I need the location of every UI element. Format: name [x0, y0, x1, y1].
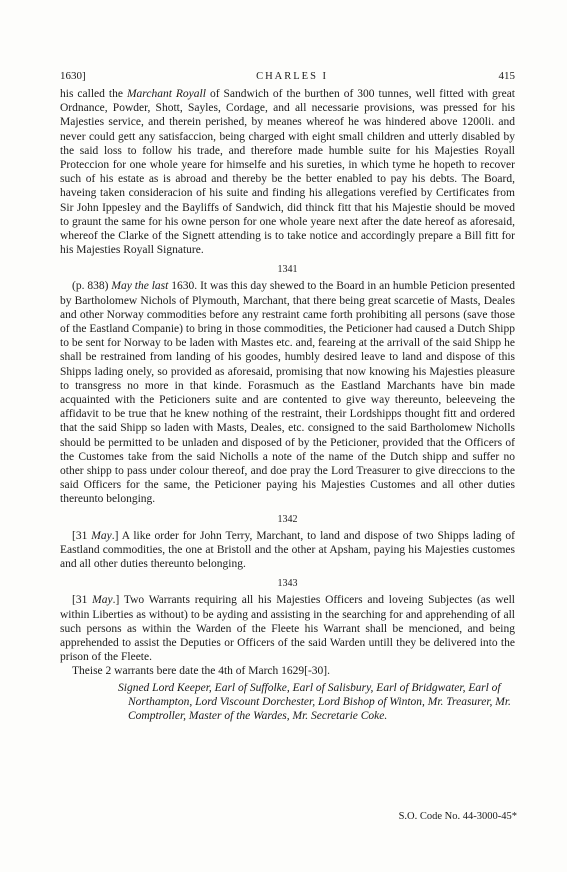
entry-number-1342: 1342: [277, 513, 298, 525]
text-run: .] A like order for John Terry, Marchant, to land and dispose of two Shipps lading of Eastland commodities, the one at Bristoll and the other at Apsham, paying his Majesties customes and all other duties thereunto belonging.: [60, 529, 515, 571]
running-header: [60, 70, 515, 82]
entry-1343-text: [60, 593, 515, 664]
page-body: [60, 70, 515, 723]
italic-run: May the last: [111, 280, 169, 293]
footer-code: S.O. Code No. 44-3000-45*: [398, 811, 517, 822]
entry-number-1343: 1343: [277, 578, 298, 590]
header-year: 1630]: [60, 70, 86, 82]
entry-number-1341: 1341: [277, 264, 298, 276]
italic-run: May: [92, 594, 113, 607]
text-run: his called the: [60, 88, 127, 100]
text-run: of Sandwich of the burthen of 300 tunnes, well fitted with great Ordnance, Powder, Shott, Sayles, Cordage, and all necessarie provisions, was pressed for his Majesties service, and therein perished, by meanes whereof he was hindered above 1200li. and never could gett any satisfaccion, being charged with eight small children and utterly disabled by the said loss to follow his trade, and therefore made humble suite for his Majesties Royall Proteccion for one whole yeare for himselfe and his sureties, in which tyme he hopeth to recover such of his estate as is abroad and thereby be the better enabled to pay his debts. The Board, haveing taken consideracion of his suite and finding his allegations verefied by Certificates from Sir John Ippesley and the Bayliffs of Sandwich, did thinck fitt that his Majestie should be moved to graunt the same for his owne person for one whole yeare next after the date hereof as aforesaid, whereof the Clarke of the Signett attending is to take notice and accordingly prepare a Bill fitt for his Majesties Royall Signature.: [60, 88, 515, 257]
italic-run: Marchant Royall: [126, 88, 206, 100]
text-run: (p. 838): [72, 280, 112, 293]
paragraph-continued: [60, 87, 515, 257]
entry-1341-text: [60, 279, 515, 506]
text-run: [31: [72, 594, 93, 607]
text-run: [31: [72, 529, 92, 542]
italic-run: May: [91, 529, 112, 542]
text-run: 1630. It was this day shewed to the Board in an humble Peticion presented by Bartholomew Nichols of Plymouth, Marchant, that there being great scarcetie of Masts, Deales and other Norway commodities before any restraint came forth prohibiting all persons (save those of the Eastland Companie) to bring in those commodities, the Peticioner had caused a Dutch Shipp to be sent for Norway to be laden with Mastes etc. and, feareing at the arrivall of the said Shipp he shall be restrained from landing of his goodes, humbly desired leave to land and dispose of this Shipps lading onely, so provided as aforesaid, promising that now knowing his Majesties pleasure to transgress no more in that kinde. Forasmuch as the Eastland Marchants have bin made acquainted with the Peticioners suite and are contented to give way thereunto, beleeveing the affidavit to be true that he knew nothing of the restraint, their Lordshipps thought fitt and ordered that the said Shipp so laden with Masts, Deales, etc. consigned to the said Bartholomew Nicholls should be permitted to be unladen and disposed of by the Peticioner, provided that the Officers of the Customes take from the said Nicholls a note of the name of the Dutch shipp and suffer no other shipp to pass under colour thereof, and doe pray the Lord Treasurer to give direccions to the said Officers for the same, the Peticioner paying his Majesties Customes and all other duties thereunto belonging.: [60, 280, 515, 506]
text-run: .] Two Warrants requiring all his Majesties Officers and loveing Subjectes (as well within Liberties as without) to be ayding and assisting in the searching for and apprehending of all such persons as within the Warden of the Fleete his Warrant shall be mencioned, and being apprehended to assist the Deputies or Officers of the said Warden untill they be delivered into the prison of the Fleete.: [60, 594, 515, 664]
header-title: CHARLES I: [256, 71, 329, 82]
entry-1343-note: Theise 2 warrants bere date the 4th of March 1629[-30].: [72, 665, 331, 678]
entry-1342-text: [60, 529, 515, 572]
page-number: 415: [498, 70, 515, 82]
signatories: Signed Lord Keeper, Earl of Suffolke, Earl of Salisbury, Earl of Bridgwater, Earl of Northampton, Lord Viscount Dorchester, Lord Bishop of Winton, Mr. Treasurer, Mr. Comptroller, Master of the Wardes, Mr. Secretarie Coke.: [118, 681, 511, 722]
